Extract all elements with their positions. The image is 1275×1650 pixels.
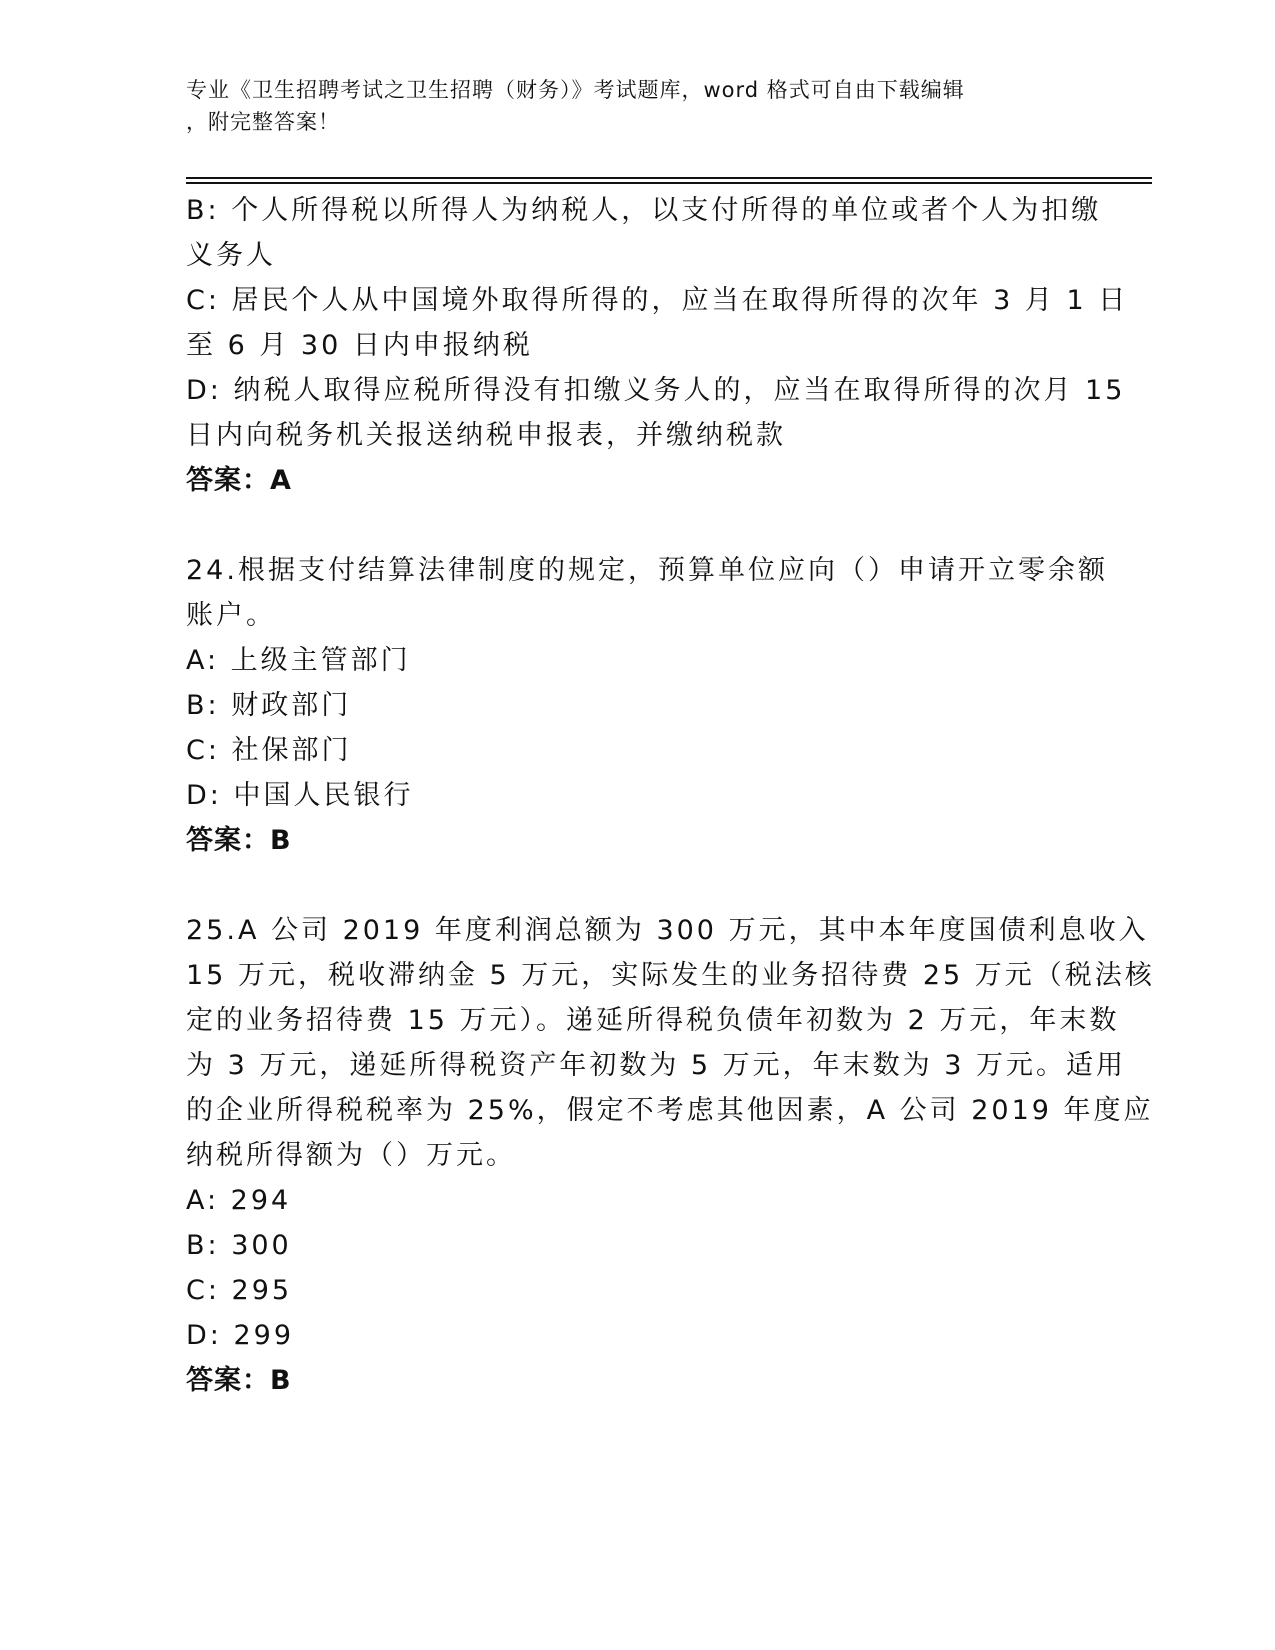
q23-option-c-line-2: 至 6 月 30 日内申报纳税 — [186, 330, 533, 361]
q25-option-a: A: 294 — [186, 1185, 292, 1216]
q24-option-a: A: 上级主管部门 — [186, 645, 411, 676]
document-body — [186, 188, 1155, 1403]
question-24 — [186, 548, 1108, 863]
document-header — [186, 74, 1086, 138]
q25-option-c: C: 295 — [186, 1275, 293, 1306]
q23-option-b-line-2: 义务人 — [186, 240, 276, 271]
q23-option-d-line-2: 日内向税务机关报送纳税申报表，并缴纳税款 — [186, 420, 786, 451]
header-divider-bottom — [186, 182, 1152, 184]
question-25 — [186, 908, 1155, 1403]
q25-question-line: 纳税所得额为（）万元。 — [186, 1140, 516, 1171]
q25-question-line: 25.A 公司 2019 年度利润总额为 300 万元，其中本年度国债利息收入 — [186, 915, 1149, 946]
q24-answer: 答案：B — [186, 825, 292, 856]
header-line-2: ，附完整答案！ — [186, 110, 340, 134]
q24-option-c: C: 社保部门 — [186, 735, 352, 766]
q24-option-b: B: 财政部门 — [186, 690, 352, 721]
q23-option-b-line-1: B: 个人所得税以所得人为纳税人，以支付所得的单位或者个人为扣缴 — [186, 195, 1102, 226]
header-divider-top — [186, 177, 1152, 179]
q23-option-d-line-1: D: 纳税人取得应税所得没有扣缴义务人的，应当在取得所得的次月 15 — [186, 375, 1126, 406]
q24-question-line-1: 24.根据支付结算法律制度的规定，预算单位应向（）申请开立零余额 — [186, 555, 1108, 586]
q25-answer: 答案：B — [186, 1365, 292, 1396]
q24-option-d: D: 中国人民银行 — [186, 780, 414, 811]
q25-question-line: 定的业务招待费 15 万元）。递延所得税负债年初数为 2 万元，年末数 — [186, 1005, 1120, 1036]
question-23 — [186, 188, 1129, 503]
spacer — [186, 863, 1086, 908]
q25-option-b: B: 300 — [186, 1230, 292, 1261]
q25-question-line: 15 万元，税收滞纳金 5 万元，实际发生的业务招待费 25 万元（税法核 — [186, 960, 1155, 991]
q25-option-d: D: 299 — [186, 1320, 295, 1351]
spacer — [186, 503, 1086, 548]
q25-question-line: 的企业所得税税率为 25%，假定不考虑其他因素，A 公司 2019 年度应 — [186, 1095, 1154, 1126]
q23-answer: 答案：A — [186, 465, 292, 496]
q24-question-line-2: 账户。 — [186, 600, 276, 631]
q23-option-c-line-1: C: 居民个人从中国境外取得所得的，应当在取得所得的次年 3 月 1 日 — [186, 285, 1129, 316]
q25-question-line: 为 3 万元，递延所得税资产年初数为 5 万元，年末数为 3 万元。适用 — [186, 1050, 1127, 1081]
header-line-1: 专业《卫生招聘考试之卫生招聘（财务）》考试题库，word 格式可自由下载编辑 — [186, 78, 965, 102]
